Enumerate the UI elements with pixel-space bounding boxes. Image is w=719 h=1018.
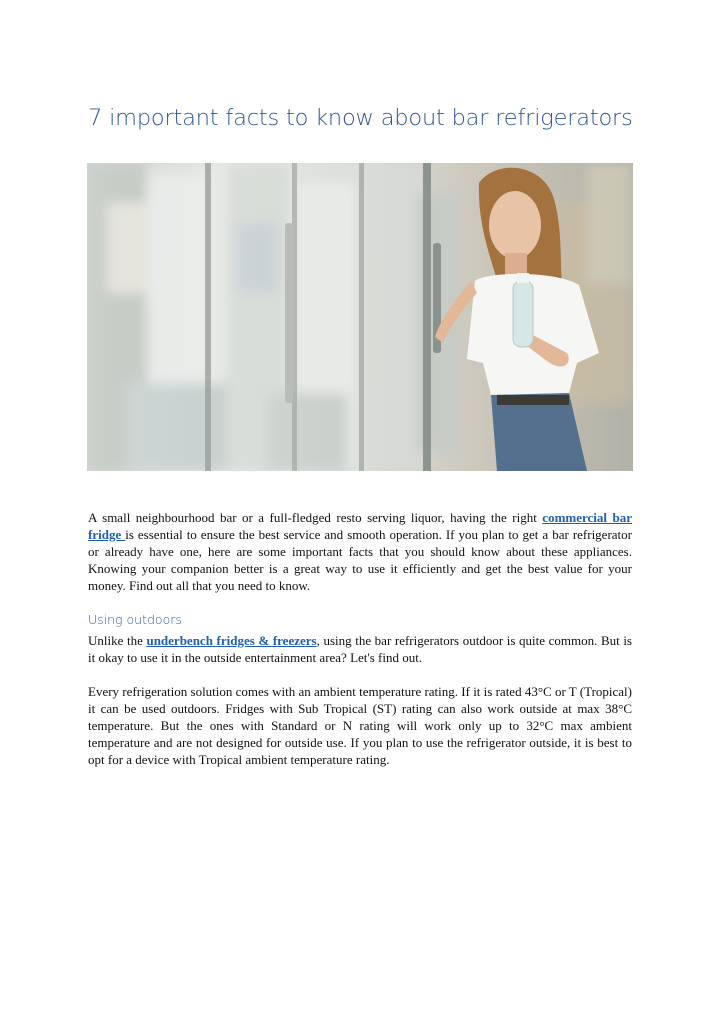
commercial-bar-fridge-link[interactable]: commercial bar fridge — [88, 510, 632, 542]
underbench-fridges-freezers-link[interactable]: underbench fridges & freezers — [146, 633, 317, 648]
page-title: 7 important facts to know about bar refrigerators — [88, 105, 633, 131]
outdoors-text-after: , using the bar refrigerators outdoor is quite common. But is it okay to use it in the outside entertainment area? Let's find out. — [88, 633, 632, 665]
woman-at-fridge-photo — [87, 163, 633, 471]
hero-photo — [87, 163, 633, 471]
intro-text-after: is essential to ensure the best service and smooth operation. If you plan to get a bar refrigerator or already have one, here are some important facts that you should know about these appliances. Knowing your companion better is a great way to use it efficiently and get the best value for your money. Find out all that you need to know. — [88, 527, 632, 593]
intro-paragraph — [88, 509, 632, 594]
outdoors-text-before: Unlike the — [88, 633, 147, 648]
outdoors-paragraph-1 — [88, 632, 632, 666]
outdoors-paragraph-2: Every refrigeration solution comes with an ambient temperature rating. If it is rated 43°C or T (Tropical) it can be used outdoors. Fridges with Sub Tropical (ST) rating can also work outside at max 38°C temperature. But the ones with Standard or N rating will work only up to 32°C max ambient temperature and are not designed for outside use. If you plan to use the refrigerator outside, it is best to opt for a device with Tropical ambient temperature rating. — [88, 684, 632, 767]
intro-text-before: A small neighbourhood bar or a full-fledged resto serving liquor, having the right — [88, 510, 543, 525]
section-heading-using-outdoors: Using outdoors — [88, 612, 182, 627]
